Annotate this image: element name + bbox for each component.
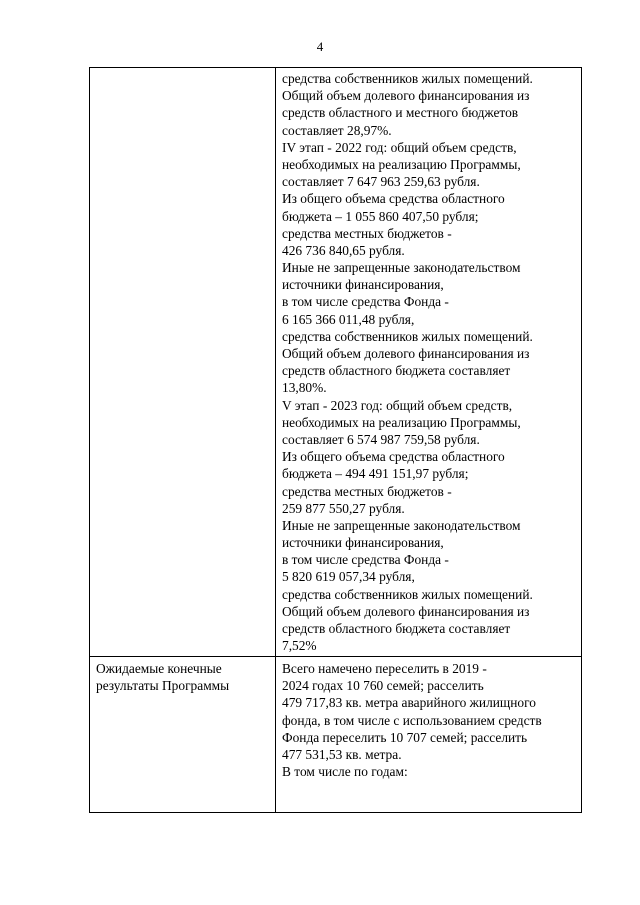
- text-line: 13,80%.: [282, 380, 327, 396]
- text-line: фонда, в том числе с использованием средств: [282, 712, 542, 728]
- text-line: средства собственников жилых помещений.: [282, 328, 533, 344]
- text-line: Иные не запрещенные законодательством: [282, 517, 521, 533]
- text-line: составляет 7 647 963 259,63 рубля.: [282, 174, 480, 190]
- text-line: Иные не запрещенные законодательством: [282, 260, 521, 276]
- text-line: V этап - 2023 год: общий объем средств,: [282, 397, 513, 413]
- text-line: средства местных бюджетов -: [282, 483, 452, 499]
- text-line: средства собственников жилых помещений.: [282, 71, 533, 86]
- content-cell: [276, 657, 582, 813]
- text-line: средств областного и местного бюджетов: [282, 105, 519, 121]
- text-line: Общий объем долевого финансирования из: [282, 88, 530, 104]
- program-passport-table: [89, 67, 582, 813]
- text-line: 479 717,83 кв. метра аварийного жилищного: [282, 695, 536, 711]
- text-line: 2024 годах 10 760 семей; расселить: [282, 678, 484, 694]
- text-line: необходимых на реализацию Программы,: [282, 156, 521, 172]
- text-line: IV этап - 2022 год: общий объем средств,: [282, 139, 517, 155]
- text-line: источники финансирования,: [282, 535, 444, 551]
- text-line: 259 877 550,27 рубля.: [282, 500, 405, 516]
- label-cell: [90, 657, 276, 813]
- text-line: необходимых на реализацию Программы,: [282, 414, 521, 430]
- text-line: 5 820 619 057,34 рубля,: [282, 569, 415, 585]
- text-line: средства собственников жилых помещений.: [282, 586, 533, 602]
- text-line: бюджета – 1 055 860 407,50 рубля;: [282, 208, 479, 224]
- text-line: результаты Программы: [96, 678, 230, 694]
- table-row: [90, 657, 582, 813]
- text-line: средств областного бюджета составляет: [282, 363, 511, 379]
- text-line: Из общего объема средства областного: [282, 449, 505, 465]
- content-cell: [276, 68, 582, 657]
- text-line: в том числе средства Фонда -: [282, 294, 449, 310]
- text-line: средства местных бюджетов -: [282, 225, 452, 241]
- expected-results-text: [276, 657, 581, 780]
- text-line: 426 736 840,65 рубля.: [282, 242, 405, 258]
- funding-stages-text: [276, 68, 581, 654]
- text-line: источники финансирования,: [282, 277, 444, 293]
- table-row: [90, 68, 582, 657]
- text-line: бюджета – 494 491 151,97 рубля;: [282, 466, 469, 482]
- label-cell: [90, 68, 276, 657]
- text-line: Общий объем долевого финансирования из: [282, 346, 530, 361]
- expected-results-label: [90, 657, 275, 694]
- label-text: [90, 68, 275, 70]
- text-line: средств областного бюджета составляет: [282, 621, 511, 636]
- text-line: Из общего объема средства областного: [282, 191, 505, 207]
- text-line: Фонда переселить 10 707 семей; расселить: [282, 729, 528, 745]
- text-line: составляет 28,97%.: [282, 122, 392, 138]
- text-line: В том числе по годам:: [282, 764, 408, 780]
- text-line: 6 165 366 011,48 рубля,: [282, 311, 415, 327]
- text-line: Всего намечено переселить в 2019 -: [282, 661, 487, 676]
- text-line: Общий объем долевого финансирования из: [282, 603, 530, 619]
- page-number: 4: [316, 39, 324, 54]
- text-line: составляет 6 574 987 759,58 рубля.: [282, 431, 480, 447]
- text-line: 477 531,53 кв. метра.: [282, 746, 402, 762]
- text-line: в том числе средства Фонда -: [282, 552, 449, 568]
- text-line: 7,52%: [282, 638, 317, 654]
- text-line: Ожидаемые конечные: [96, 661, 222, 676]
